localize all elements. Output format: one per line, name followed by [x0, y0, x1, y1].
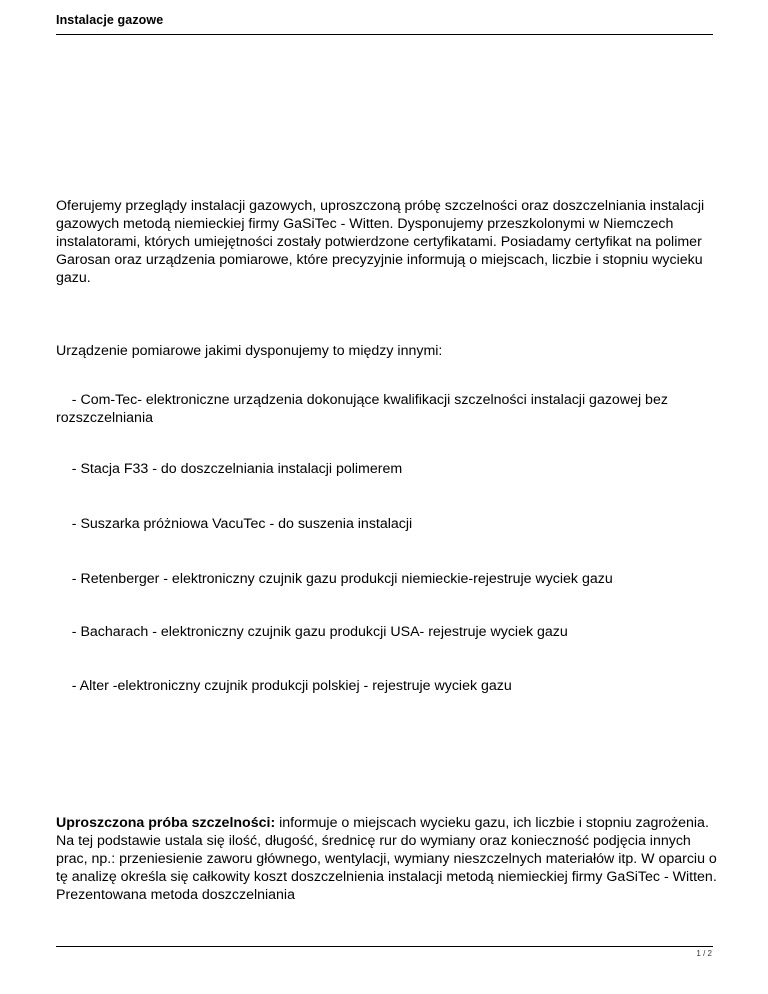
- device-item: - Bacharach - elektroniczny czujnik gazu produkcji USA- rejestruje wyciek gazu: [71, 624, 568, 640]
- device-item: - Suszarka próżniowa VacuTec - do suszenia instalacji: [71, 516, 413, 532]
- device-item: - Com-Tec- elektroniczne urządzenia dokonujące kwalifikacji szczelności instalacji gazowej bez rozszczelniania: [56, 392, 668, 426]
- device-item: - Retenberger - elektroniczny czujnik gazu produkcji niemieckie-rejestruje wyciek gazu: [71, 571, 613, 587]
- page-header-title: Instalacje gazowe: [56, 13, 164, 27]
- footer-divider: [56, 946, 713, 947]
- pressure-test-text: informuje o miejscach wycieku gazu, ich liczbie i stopniu zagrożenia. Na tej podstawie ustala się ilość, długość, średnicę rur do wymiany oraz konieczność podjęcia innych prac, np.: przeniesienie zaworu głównego, wentylacji, wymiany nieszczelnych materiałów itp. W oparciu o tę analizę określa się całkowity koszt doszczelnienia instalacji metodą niemieckiej firmy GaSiTec - Witten. Prezentowana metoda doszczelniania: [56, 815, 717, 903]
- pressure-test-paragraph: [56, 814, 718, 904]
- pressure-test-lead: Uproszczona próba szczelności:: [56, 815, 276, 831]
- device-item-text: Com-Tec- elektroniczne urządzenia dokonujące kwalifikacji szczelności instalacji gazowej bez rozszczelniania: [56, 392, 668, 426]
- device-item-text: Suszarka próżniowa VacuTec - do suszenia instalacji: [80, 516, 413, 532]
- header-divider: [56, 34, 713, 35]
- device-item-text: Retenberger - elektroniczny czujnik gazu produkcji niemieckie-rejestruje wyciek gazu: [80, 571, 613, 587]
- device-item: - Alter -elektroniczny czujnik produkcji polskiej - rejestruje wyciek gazu: [71, 678, 512, 694]
- device-item-text: Stacja F33 - do doszczelniania instalacji polimerem: [80, 461, 403, 477]
- devices-heading: Urządzenie pomiarowe jakimi dysponujemy to między innymi:: [56, 343, 443, 359]
- intro-paragraph: Oferujemy przeglądy instalacji gazowych, uproszczoną próbę szczelności oraz doszczelniania instalacji gazowych metodą niemieckiej firmy GaSiTec - Witten. Dysponujemy przeszkolonymi w Niemczech instalatorami, których umiejętności zostały potwierdzone certyfikatami. Posiadamy certyfikat na polimer Garosan oraz urządzenia pomiarowe, które precyzyjnie informują o miejscach, liczbie i stopniu wycieku gazu.: [56, 198, 705, 286]
- device-item-text: Bacharach - elektroniczny czujnik gazu produkcji USA- rejestruje wyciek gazu: [80, 624, 568, 640]
- device-item-text: Alter -elektroniczny czujnik produkcji polskiej - rejestruje wyciek gazu: [79, 678, 512, 694]
- device-item: - Stacja F33 - do doszczelniania instalacji polimerem: [71, 461, 403, 477]
- page-number: 1 / 2: [696, 949, 712, 958]
